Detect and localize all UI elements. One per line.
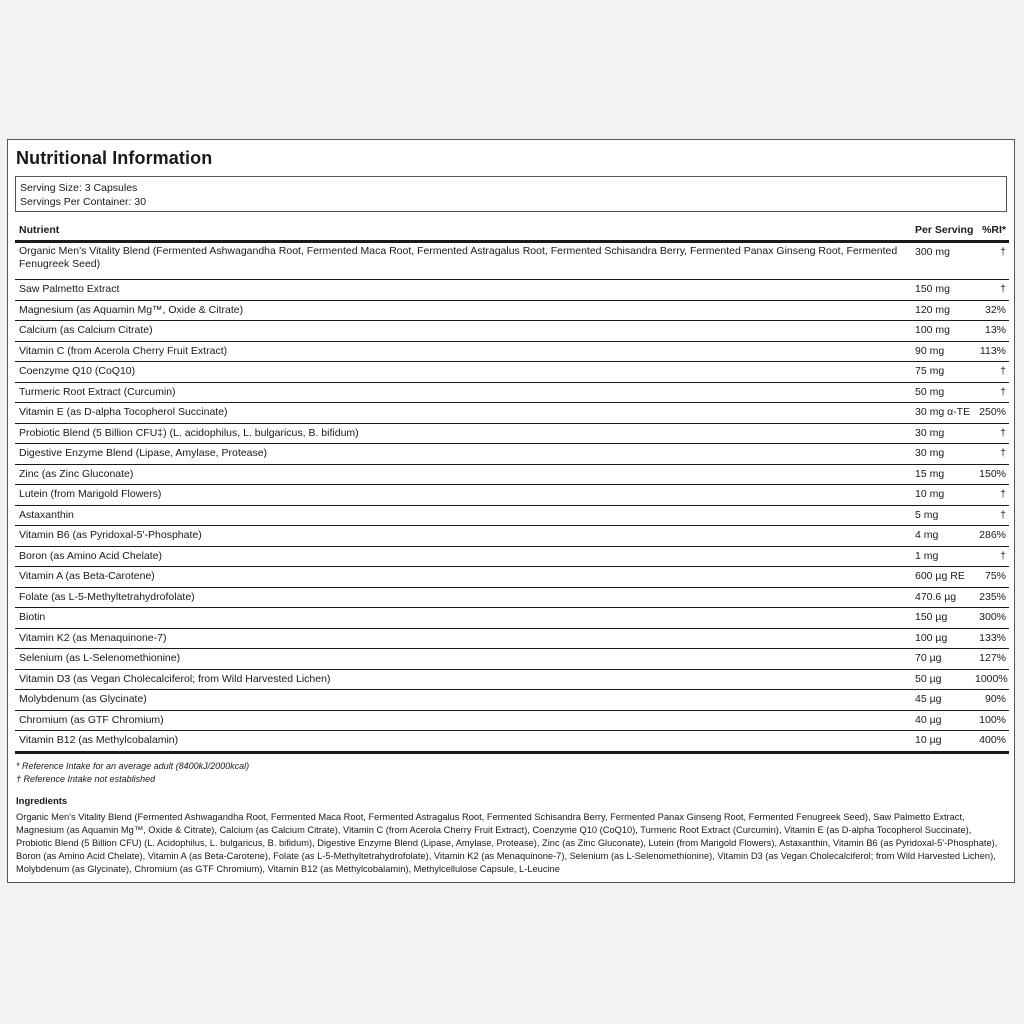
nutrient-ri: † bbox=[975, 382, 1009, 403]
nutrient-name: Vitamin B6 (as Pyridoxal-5'-Phosphate) bbox=[15, 526, 911, 547]
nutrient-ri: 235% bbox=[975, 587, 1009, 608]
nutrient-amount: 300 mg bbox=[911, 242, 975, 280]
table-row bbox=[15, 526, 1009, 547]
nutrient-ri: 100% bbox=[975, 710, 1009, 731]
table-row bbox=[15, 710, 1009, 731]
table-row bbox=[15, 649, 1009, 670]
nutrient-ri: 150% bbox=[975, 464, 1009, 485]
footnote-reference-intake: * Reference Intake for an average adult (8400kJ/2000kcal) bbox=[16, 761, 250, 771]
nutrient-amount: 4 mg bbox=[911, 526, 975, 547]
nutrient-ri: 250% bbox=[975, 403, 1009, 424]
nutrient-name: Vitamin E (as D-alpha Tocopherol Succinate) bbox=[15, 403, 911, 424]
nutrient-amount: 470.6 µg bbox=[911, 587, 975, 608]
nutrient-ri: † bbox=[975, 242, 1009, 280]
nutrient-amount: 15 mg bbox=[911, 464, 975, 485]
nutrient-ri: 127% bbox=[975, 649, 1009, 670]
nutrient-ri: 113% bbox=[975, 341, 1009, 362]
table-row bbox=[15, 280, 1009, 301]
nutrient-ri: † bbox=[975, 444, 1009, 465]
nutrient-ri: † bbox=[975, 280, 1009, 301]
nutrient-amount: 30 mg bbox=[911, 444, 975, 465]
nutrition-table bbox=[15, 220, 1009, 754]
nutrient-amount: 100 mg bbox=[911, 321, 975, 342]
nutrient-amount: 50 mg bbox=[911, 382, 975, 403]
nutrient-amount: 1 mg bbox=[911, 546, 975, 567]
nutrient-name: Vitamin A (as Beta-Carotene) bbox=[15, 567, 911, 588]
nutrient-name: Selenium (as L-Selenomethionine) bbox=[15, 649, 911, 670]
table-row bbox=[15, 690, 1009, 711]
nutrient-name: Folate (as L-5-Methyltetrahydrofolate) bbox=[15, 587, 911, 608]
nutrient-name: Turmeric Root Extract (Curcumin) bbox=[15, 382, 911, 403]
nutrient-name: Lutein (from Marigold Flowers) bbox=[15, 485, 911, 506]
nutrient-ri: 75% bbox=[975, 567, 1009, 588]
column-header-nutrient: Nutrient bbox=[15, 220, 911, 242]
nutrient-name: Organic Men's Vitality Blend (Fermented Ashwagandha Root, Fermented Maca Root, Fermented Astragalus Root, Fermented Schisandra Berry, Fermented Panax Ginseng Root, Fermented Fenugreek Seed) bbox=[15, 242, 911, 280]
ingredients-text: Organic Men's Vitality Blend (Fermented Ashwagandha Root, Fermented Maca Root, Fermented Astragalus Root, Fermented Schisandra Berry, Fermented Panax Ginseng Root, Fermented Fenugreek Seed), Saw Palmetto Extract, Magnesium (as Aquamin Mg™, Oxide & Citrate), Calcium (as Calcium Citrate), Vitamin C (from Acerola Cherry Fruit Extract), Coenzyme Q10 (CoQ10), Turmeric Root Extract (Curcumin), Vitamin E (as D-alpha Tocopherol Succinate), Probiotic Blend (5 Billion CFU) (L. Acidophilus, L. bulgaricus, B. bifidum), Digestive Enzyme Blend (Lipase, Amylase, Protease), Zinc (as Zinc Gluconate), Lutein (from Marigold Flowers), Astaxanthin, Vitamin B6 (as Pyridoxal-5'-Phosphate), Boron (as Amino Acid Chelate), Vitamin A (as Beta-Carotene), Folate (as L-5-Methyltetrahydrofolate), Vitamin K2 (as Menaquinone-7), Selenium (as L-Selenomethionine), Vitamin D3 (as Vegan Cholecalciferol; from Wild Harvested Lichen), Molybdenum (as Glycinate), Chromium (as GTF Chromium), Vitamin B12 (as Methylcobalamin), Methylcellulose Capsule, L-Leucine bbox=[16, 812, 998, 874]
nutrient-name: Vitamin D3 (as Vegan Cholecalciferol; from Wild Harvested Lichen) bbox=[15, 669, 911, 690]
nutrient-ri: † bbox=[975, 362, 1009, 383]
nutrient-ri: 1000% bbox=[975, 669, 1009, 690]
nutrient-amount: 30 mg bbox=[911, 423, 975, 444]
table-row bbox=[15, 669, 1009, 690]
table-row bbox=[15, 546, 1009, 567]
nutrient-amount: 30 mg α-TE bbox=[911, 403, 975, 424]
nutrient-ri: 286% bbox=[975, 526, 1009, 547]
table-row bbox=[15, 321, 1009, 342]
nutrient-name: Vitamin C (from Acerola Cherry Fruit Extract) bbox=[15, 341, 911, 362]
nutrient-ri: 90% bbox=[975, 690, 1009, 711]
table-row bbox=[15, 731, 1009, 753]
table-row bbox=[15, 587, 1009, 608]
nutrient-ri: 400% bbox=[975, 731, 1009, 753]
table-row bbox=[15, 567, 1009, 588]
nutrient-name: Chromium (as GTF Chromium) bbox=[15, 710, 911, 731]
nutrient-name: Calcium (as Calcium Citrate) bbox=[15, 321, 911, 342]
nutrient-ri: † bbox=[975, 546, 1009, 567]
nutrient-ri: 300% bbox=[975, 608, 1009, 629]
nutrient-name: Probiotic Blend (5 Billion CFU‡) (L. acidophilus, L. bulgaricus, B. bifidum) bbox=[15, 423, 911, 444]
serving-size: Serving Size: 3 Capsules bbox=[20, 182, 138, 194]
nutrient-name: Digestive Enzyme Blend (Lipase, Amylase, Protease) bbox=[15, 444, 911, 465]
nutrient-amount: 90 mg bbox=[911, 341, 975, 362]
nutrient-amount: 50 µg bbox=[911, 669, 975, 690]
footnote-not-established: † Reference Intake not established bbox=[16, 774, 156, 784]
table-row bbox=[15, 242, 1009, 280]
nutrient-amount: 10 mg bbox=[911, 485, 975, 506]
nutrient-name: Saw Palmetto Extract bbox=[15, 280, 911, 301]
footnotes bbox=[16, 760, 249, 786]
nutrient-amount: 10 µg bbox=[911, 731, 975, 753]
nutrient-name: Biotin bbox=[15, 608, 911, 629]
nutrition-panel bbox=[7, 139, 1015, 883]
table-row bbox=[15, 464, 1009, 485]
table-row bbox=[15, 300, 1009, 321]
nutrient-amount: 120 mg bbox=[911, 300, 975, 321]
nutrient-ri: 133% bbox=[975, 628, 1009, 649]
table-row bbox=[15, 444, 1009, 465]
table-row bbox=[15, 485, 1009, 506]
nutrient-amount: 75 mg bbox=[911, 362, 975, 383]
nutrient-ri: † bbox=[975, 485, 1009, 506]
nutrient-ri: † bbox=[975, 505, 1009, 526]
nutrition-table-body bbox=[15, 242, 1009, 753]
table-row bbox=[15, 362, 1009, 383]
nutrient-amount: 100 µg bbox=[911, 628, 975, 649]
table-row bbox=[15, 505, 1009, 526]
table-row bbox=[15, 403, 1009, 424]
column-header-ri: %RI* bbox=[975, 220, 1009, 242]
table-header-row bbox=[15, 220, 1009, 242]
table-row bbox=[15, 608, 1009, 629]
table-row bbox=[15, 423, 1009, 444]
nutrient-name: Molybdenum (as Glycinate) bbox=[15, 690, 911, 711]
column-header-per-serving: Per Serving bbox=[911, 220, 975, 242]
nutrient-ri: † bbox=[975, 423, 1009, 444]
nutrient-name: Magnesium (as Aquamin Mg™, Oxide & Citrate) bbox=[15, 300, 911, 321]
ingredients-heading: Ingredients bbox=[16, 796, 68, 807]
nutrient-name: Vitamin B12 (as Methylcobalamin) bbox=[15, 731, 911, 753]
table-row bbox=[15, 341, 1009, 362]
table-row bbox=[15, 628, 1009, 649]
nutrient-name: Astaxanthin bbox=[15, 505, 911, 526]
nutrient-amount: 5 mg bbox=[911, 505, 975, 526]
nutrient-amount: 600 µg RE bbox=[911, 567, 975, 588]
nutrient-amount: 150 µg bbox=[911, 608, 975, 629]
servings-per-container: Servings Per Container: 30 bbox=[20, 196, 147, 208]
nutrient-amount: 45 µg bbox=[911, 690, 975, 711]
nutrient-ri: 13% bbox=[975, 321, 1009, 342]
nutrient-amount: 40 µg bbox=[911, 710, 975, 731]
nutrient-ri: 32% bbox=[975, 300, 1009, 321]
nutrient-name: Zinc (as Zinc Gluconate) bbox=[15, 464, 911, 485]
page-title: Nutritional Information bbox=[16, 148, 213, 168]
nutrient-amount: 150 mg bbox=[911, 280, 975, 301]
nutrient-amount: 70 µg bbox=[911, 649, 975, 670]
table-row bbox=[15, 382, 1009, 403]
serving-info-box bbox=[15, 176, 1007, 212]
nutrient-name: Boron (as Amino Acid Chelate) bbox=[15, 546, 911, 567]
nutrient-name: Vitamin K2 (as Menaquinone-7) bbox=[15, 628, 911, 649]
nutrient-name: Coenzyme Q10 (CoQ10) bbox=[15, 362, 911, 383]
